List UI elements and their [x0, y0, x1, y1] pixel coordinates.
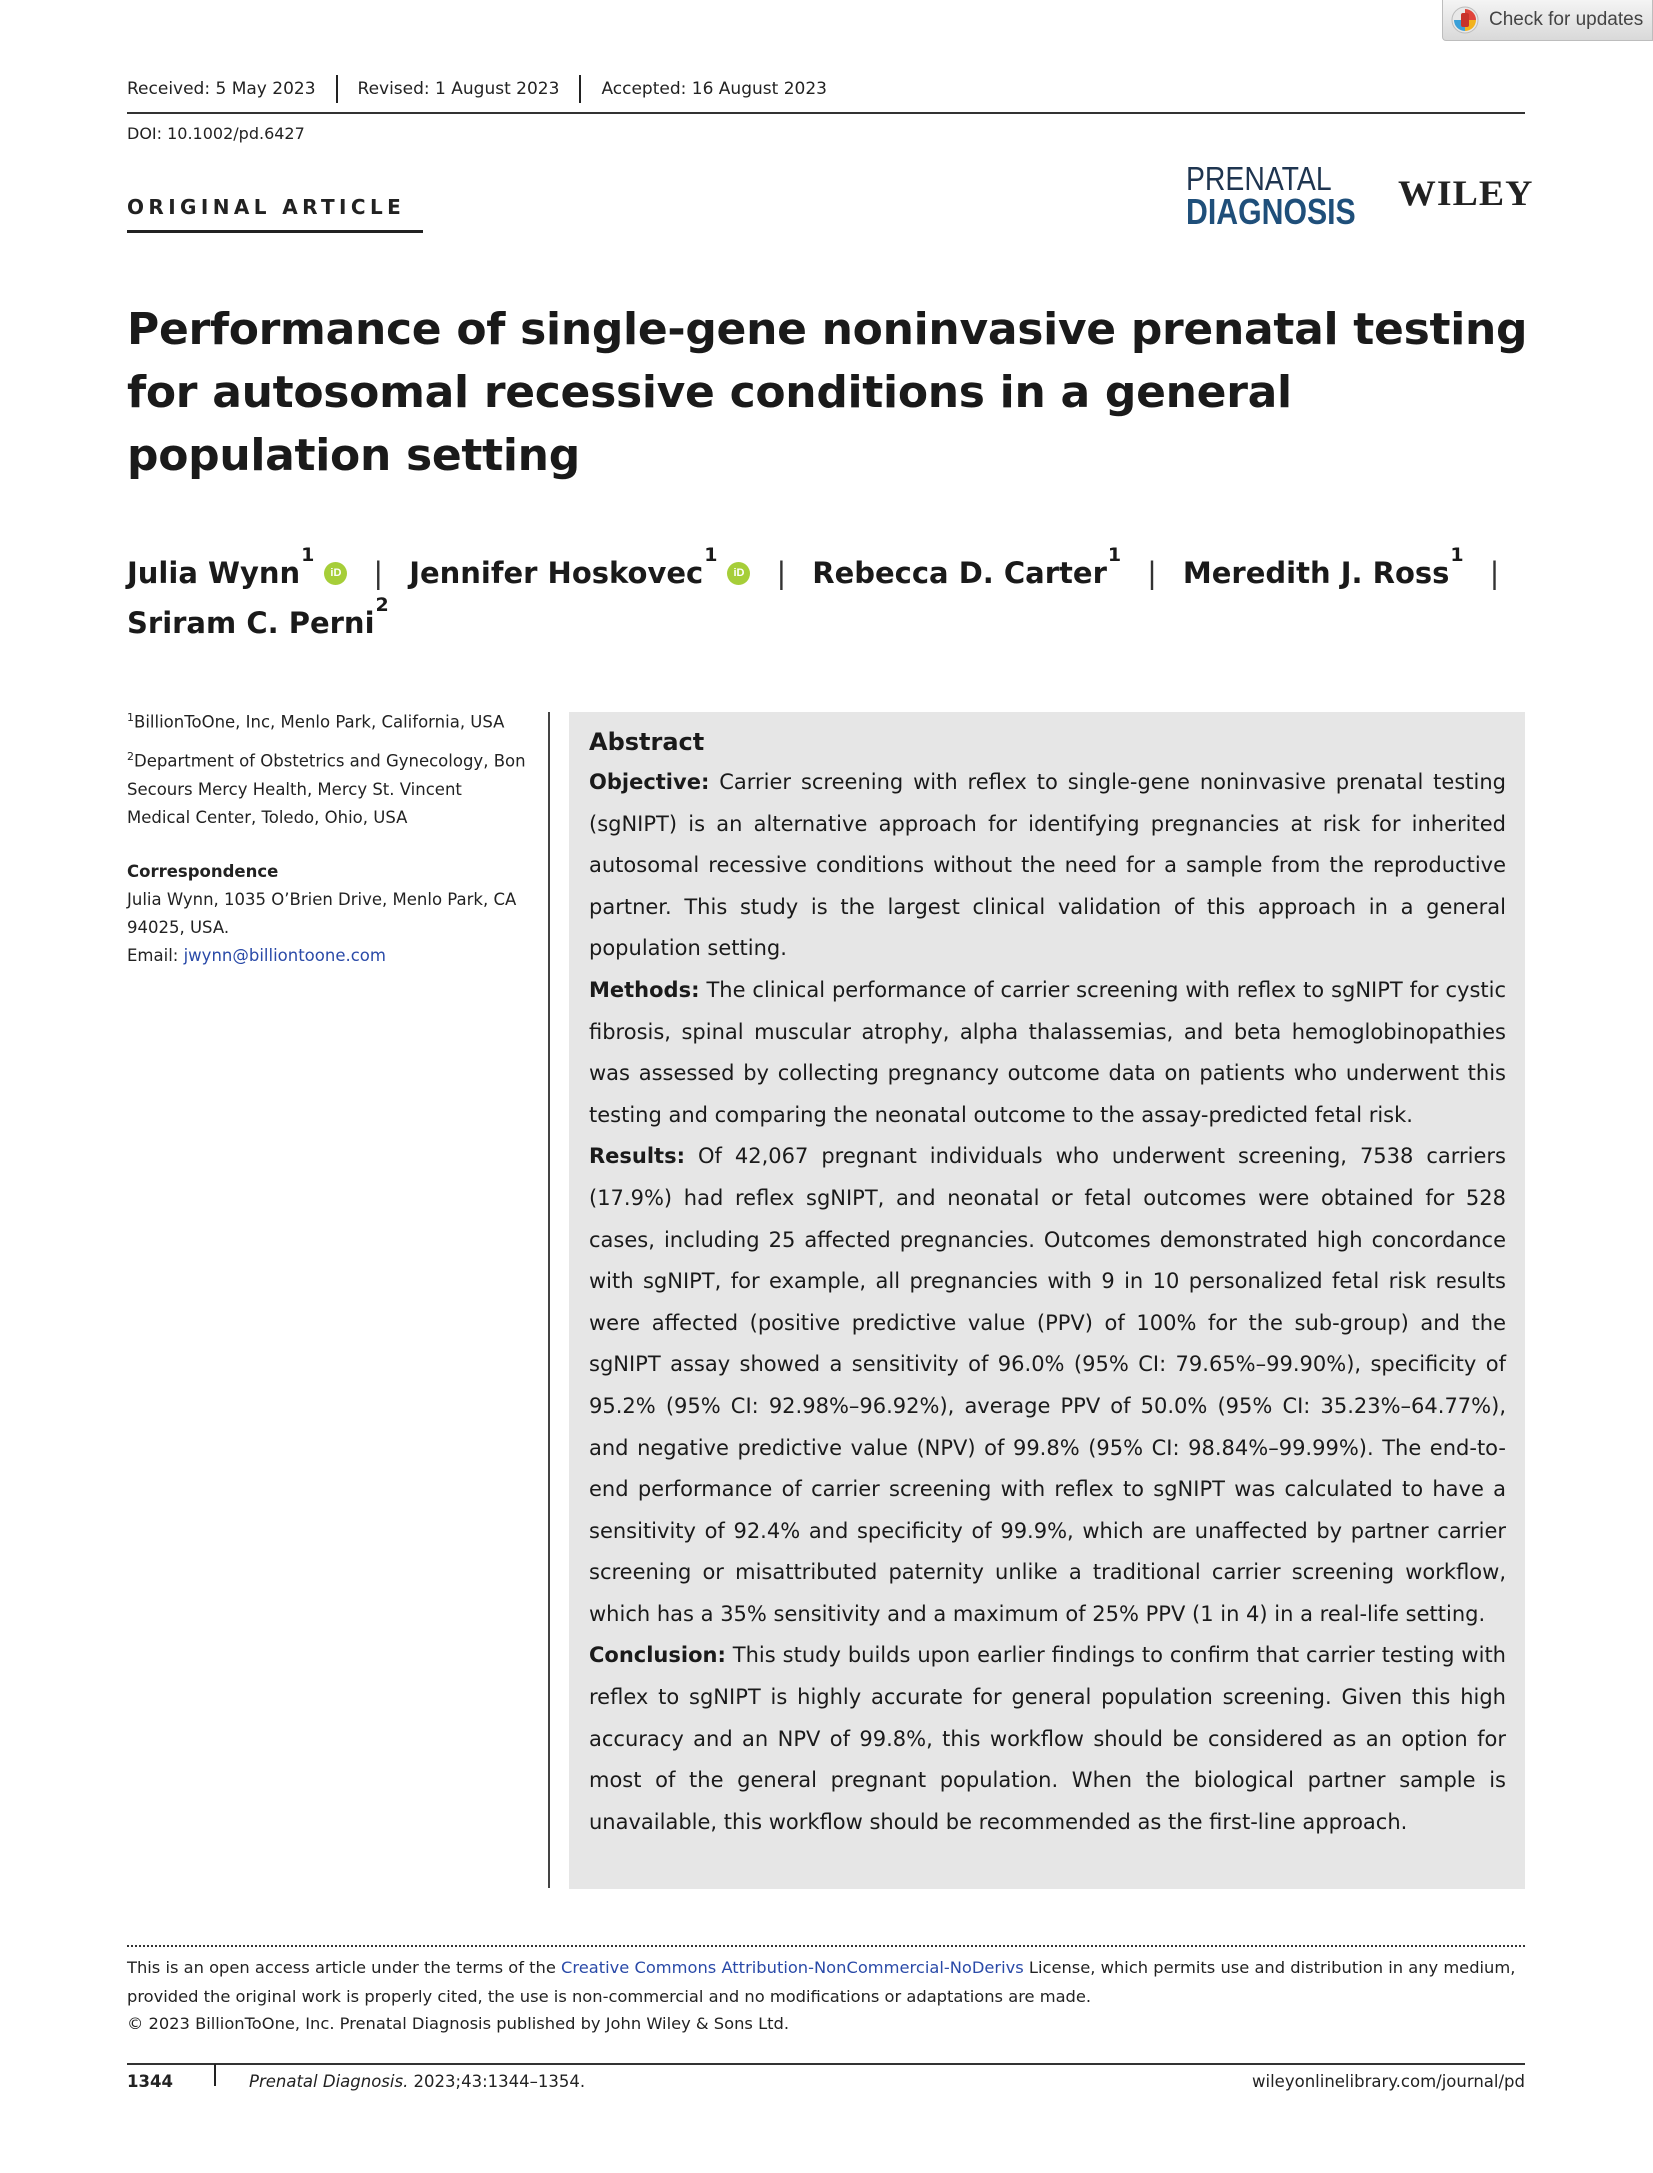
creative-commons-link[interactable]: Creative Commons Attribution-NonCommercial-NoDerivs: [561, 1958, 1024, 1977]
section-text: Carrier screening with reflex to single-gene noninvasive prenatal testing (sgNIPT) is an alternative approach for identifying pregnancies at risk for inherited autosomal recessive conditions without the need for a sample from the reproductive partner. This study is the largest clinical validation of this approach in a general population setting.: [589, 770, 1506, 961]
check-for-updates-button[interactable]: [1442, 0, 1653, 41]
author-affiliation-sup: 1: [1107, 544, 1122, 566]
author-list: [127, 544, 1547, 648]
orcid-icon[interactable]: iD: [324, 562, 347, 585]
orcid-icon[interactable]: iD: [727, 562, 750, 585]
accepted-date: Accepted: 16 August 2023: [601, 79, 827, 99]
header-rule: [127, 112, 1525, 114]
revised-date: Revised: 1 August 2023: [357, 79, 560, 99]
journal-citation: [249, 2072, 585, 2091]
abstract-conclusion: [589, 1635, 1506, 1843]
check-updates-icon: [1451, 6, 1479, 34]
author-separator: |: [373, 556, 384, 590]
date-divider: [579, 75, 581, 103]
section-label: Objective:: [589, 770, 710, 794]
affiliation-text: BillionToOne, Inc, Menlo Park, California, USA: [134, 712, 505, 732]
article-dates: [127, 79, 827, 107]
affiliation-2: [127, 743, 527, 832]
journal-logo-top: PRENATAL: [1186, 160, 1332, 197]
author[interactable]: [127, 594, 389, 648]
author[interactable]: [1182, 544, 1464, 598]
section-label: Results:: [589, 1144, 685, 1169]
author-affiliation-sup: 2: [375, 594, 389, 616]
doi: DOI: 10.1002/pd.6427: [127, 124, 305, 143]
author-name: Jennifer Hoskovec: [409, 556, 704, 590]
article-title: Performance of single-gene noninvasive prenatal testing for autosomal recessive conditions in a general population setting: [127, 304, 1528, 481]
author-affiliation-sup: 1: [1450, 544, 1464, 566]
abstract-heading: Abstract: [589, 728, 705, 756]
publisher-logo: WILEY: [1398, 173, 1534, 213]
journal-name: Prenatal Diagnosis.: [249, 2072, 409, 2091]
author-separator: |: [1489, 556, 1500, 590]
author[interactable]: [812, 544, 1122, 598]
journal-logo-bottom: DIAGNOSIS: [1186, 191, 1356, 232]
received-date: Received: 5 May 2023: [127, 79, 316, 99]
journal-website-link[interactable]: wileyonlinelibrary.com/journal/pd: [1252, 2072, 1525, 2091]
abstract-objective: [589, 762, 1506, 970]
license-prefix: This is an open access article under the terms of the: [127, 1958, 562, 1977]
footer-divider: [214, 2064, 216, 2086]
affiliation-sup: 2: [127, 750, 134, 763]
journal-logo: [1186, 160, 1386, 232]
section-text: Of 42,067 pregnant individuals who underwent screening, 7538 carriers (17.9%) had reflex sgNIPT, and neonatal or fetal outcomes were obtained for 528 cases, including 25 affected pregnancies. Outcomes demonstrated high concordance with sgNIPT, for example, all pregnancies with 9 in 10 personalized fetal risk results were affected (positive predictive value (PPV) of 100% for the sub-group) and the sgNIPT assay showed a sensitivity of 96.0% (95% CI: 79.65%–99.90%), specificity of 95.2% (95% CI: 92.98%–96.92%), average PPV of 50.0% (95% CI: 35.23%–64.77%), and negative predictive value (NPV) of 99.8% (95% CI: 98.84%–99.99%). The end-to-end performance of carrier screening with reflex to sgNIPT was calculated to have a sensitivity of 92.4% and specificity of 99.9%, which are unaffected by partner carrier screening or misattributed paternity unlike a traditional carrier screening workflow, which has a 35% sensitivity and a maximum of 25% PPV (1 in 4) in a real-life setting.: [589, 1144, 1506, 1626]
citation-detail: 2023;43:1344–1354.: [408, 2072, 586, 2091]
author-affiliation-sup: 1: [704, 544, 718, 566]
author[interactable]: [127, 544, 347, 598]
author-name: Rebecca D. Carter: [812, 556, 1107, 590]
column-divider: [548, 712, 550, 1888]
footer-rule: [127, 2063, 1525, 2065]
correspondence: [127, 858, 537, 970]
author-separator: |: [776, 556, 787, 590]
author-name: Julia Wynn: [127, 556, 301, 590]
email-link[interactable]: jwynn@billiontoone.com: [183, 946, 386, 965]
copyright: © 2023 BillionToOne, Inc. Prenatal Diagnosis published by John Wiley & Sons Ltd.: [127, 2014, 790, 2033]
article-type-underline: [127, 230, 423, 233]
correspondence-email-line: [127, 942, 537, 970]
author-affiliation-sup: 1: [301, 544, 315, 566]
license-text: [127, 1953, 1527, 2011]
correspondence-heading: Correspondence: [127, 862, 279, 881]
abstract-box: [569, 712, 1525, 1889]
section-label: Conclusion:: [589, 1643, 726, 1668]
date-divider: [336, 75, 338, 103]
section-text: The clinical performance of carrier screening with reflex to sgNIPT for cystic fibrosis, spinal muscular atrophy, alpha thalassemias, and beta hemoglobinopathies was assessed by collecting pregnancy outcome data on patients who underwent this testing and comparing the neonatal outcome to the assay-predicted fetal risk.: [589, 977, 1506, 1127]
license-divider: [127, 1945, 1525, 1947]
affiliation-1: [127, 704, 537, 737]
author-name: Meredith J. Ross: [1182, 556, 1450, 590]
author[interactable]: [409, 544, 750, 598]
email-label: Email:: [127, 946, 184, 965]
abstract-results: [589, 1136, 1506, 1635]
author-name: Sriram C. Perni: [127, 606, 375, 640]
author-separator: |: [1147, 556, 1157, 590]
check-updates-label: Check for updates: [1489, 9, 1644, 30]
page-number: 1344: [127, 2072, 173, 2091]
article-type: ORIGINAL ARTICLE: [127, 195, 406, 219]
license-suffix: License, which permits use and distribution in any medium, provided the original work is properly cited, the use is non-commercial and no modifications or adaptations are made.: [127, 1958, 1516, 2006]
section-text: This study builds upon earlier findings to confirm that carrier testing with reflex to sgNIPT is highly accurate for general population screening. Given this high accuracy and an NPV of 99.8%, this workflow should be considered as an option for most of the general pregnant population. When the biological partner sample is unavailable, this workflow should be recommended as the first-line approach.: [589, 1643, 1506, 1834]
abstract-methods: [589, 970, 1506, 1136]
section-label: Methods:: [589, 977, 700, 1002]
correspondence-address: Julia Wynn, 1035 O’Brien Drive, Menlo Park, CA 94025, USA.: [127, 890, 517, 937]
affiliation-sup: 1: [127, 711, 134, 724]
affiliation-text: Department of Obstetrics and Gynecology, Bon Secours Mercy Health, Mercy St. Vincent Medical Center, Toledo, Ohio, USA: [127, 751, 526, 827]
